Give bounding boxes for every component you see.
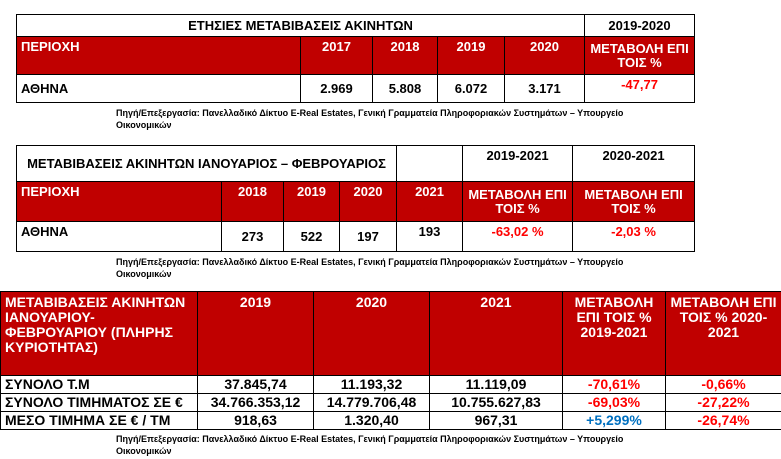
change-cell: -27,22% [666, 394, 781, 412]
period-label: 2019-2020 [585, 15, 695, 37]
header-cell: ΜΕΤΑΒΟΛΗ ΕΠΙ ΤΟΙΣ % 2019-2021 [563, 292, 666, 376]
change-cell: -63,02 % [463, 222, 573, 252]
header-cell: 2018 [222, 182, 284, 222]
annual-transfers-table [16, 14, 695, 103]
header-cell: ΜΕΤΑΒΟΛΗ ΕΠΙ ΤΟΙΣ % 2020-2021 [666, 292, 781, 376]
empty-cell [397, 146, 463, 182]
value-cell: 2.969 [301, 75, 373, 103]
value-cell: 5.808 [373, 75, 438, 103]
change-cell: -47,77 [585, 75, 695, 103]
value-cell: 193 [397, 222, 463, 252]
change-cell: -0,66% [666, 376, 781, 394]
table-title: ΜΕΤΑΒΙΒΑΣΕΙΣ ΑΚΙΝΗΤΩΝ ΙΑΝΟΥΑΡΙΟΣ – ΦΕΒΡΟΥΑΡΙΟΣ [17, 146, 397, 182]
value-cell: 10.755.627,83 [430, 394, 563, 412]
table-row [17, 222, 695, 252]
header-cell: 2018 [373, 37, 438, 75]
header-cell: ΜΕΤΑΒΟΛΗ ΕΠΙ ΤΟΙΣ % [573, 182, 695, 222]
area-cell: ΑΘΗΝΑ [17, 222, 222, 252]
metric-cell: ΜΕΣΟ ΤΙΜΗΜΑ ΣΕ € / ΤΜ [1, 412, 198, 430]
header-cell: 2019 [198, 292, 314, 376]
value-cell: 14.779.706,48 [314, 394, 430, 412]
value-cell: 37.845,74 [198, 376, 314, 394]
header-row [17, 182, 695, 222]
value-cell: 3.171 [505, 75, 585, 103]
header-cell: ΠΕΡΙΟΧΗ [17, 182, 222, 222]
header-row [1, 292, 781, 376]
header-cell: 2020 [505, 37, 585, 75]
value-cell: 967,31 [430, 412, 563, 430]
change-cell: -26,74% [666, 412, 781, 430]
table-row [1, 412, 781, 430]
header-cell: 2021 [430, 292, 563, 376]
period-label: 2020-2021 [573, 146, 695, 182]
table-title: ΕΤΗΣΙΕΣ ΜΕΤΑΒΙΒΑΣΕΙΣ ΑΚΙΝΗΤΩΝ [17, 15, 585, 37]
value-cell: 197 [340, 222, 397, 252]
area-cell: ΑΘΗΝΑ [17, 75, 301, 103]
period-label: 2019-2021 [463, 146, 573, 182]
table-row [1, 376, 781, 394]
value-cell: 11.193,32 [314, 376, 430, 394]
change-cell: -70,61% [563, 376, 666, 394]
header-cell: ΜΕΤΑΒΟΛΗ ΕΠΙ ΤΟΙΣ % [463, 182, 573, 222]
header-row [17, 37, 695, 75]
header-cell: ΜΕΤΑΒΙΒΑΣΕΙΣ ΑΚΙΝΗΤΩΝ ΙΑΝΟΥΑΡΙΟΥ-ΦΕΒΡΟΥΑΡΙΟΥ (ΠΛΗΡΗΣ ΚΥΡΙΟΤΗΤΑΣ) [1, 292, 198, 376]
value-cell: 273 [222, 222, 284, 252]
value-cell: 1.320,40 [314, 412, 430, 430]
source-note: Πηγή/Επεξεργασία: Πανελλαδικό Δίκτυο E-Real Estates, Γενική Γραμματεία Πληροφοριακών Συστημάτων – Υπουργείο Οικονομικών [116, 257, 624, 279]
value-cell: 11.119,09 [430, 376, 563, 394]
header-cell: ΜΕΤΑΒΟΛΗ ΕΠΙ ΤΟΙΣ % [585, 37, 695, 75]
jan-feb-transfers-table [16, 145, 695, 252]
header-cell: 2019 [284, 182, 340, 222]
source-note: Πηγή/Επεξεργασία: Πανελλαδικό Δίκτυο E-Real Estates, Γενική Γραμματεία Πληροφοριακών Συστημάτων – Υπουργείο Οικονομικών [116, 108, 624, 130]
value-cell: 918,63 [198, 412, 314, 430]
header-cell: 2020 [314, 292, 430, 376]
header-cell: 2017 [301, 37, 373, 75]
header-cell: 2021 [397, 182, 463, 222]
value-cell: 6.072 [438, 75, 505, 103]
change-cell: +5,299% [563, 412, 666, 430]
metric-cell: ΣΥΝΟΛΟ ΤΙΜΗΜΑΤΟΣ ΣΕ € [1, 394, 198, 412]
table-row [17, 75, 695, 103]
value-cell: 34.766.353,12 [198, 394, 314, 412]
change-cell: -2,03 % [573, 222, 695, 252]
change-cell: -69,03% [563, 394, 666, 412]
full-ownership-table [0, 291, 781, 430]
source-note: Πηγή/Επεξεργασία: Πανελλαδικό Δίκτυο E-Real Estates, Γενική Γραμματεία Πληροφοριακών Συστημάτων – Υπουργείο Οικονομικών [116, 434, 624, 456]
header-cell: 2020 [340, 182, 397, 222]
header-cell: 2019 [438, 37, 505, 75]
header-cell: ΠΕΡΙΟΧΗ [17, 37, 301, 75]
value-cell: 522 [284, 222, 340, 252]
table-row [1, 394, 781, 412]
metric-cell: ΣΥΝΟΛΟ Τ.Μ [1, 376, 198, 394]
